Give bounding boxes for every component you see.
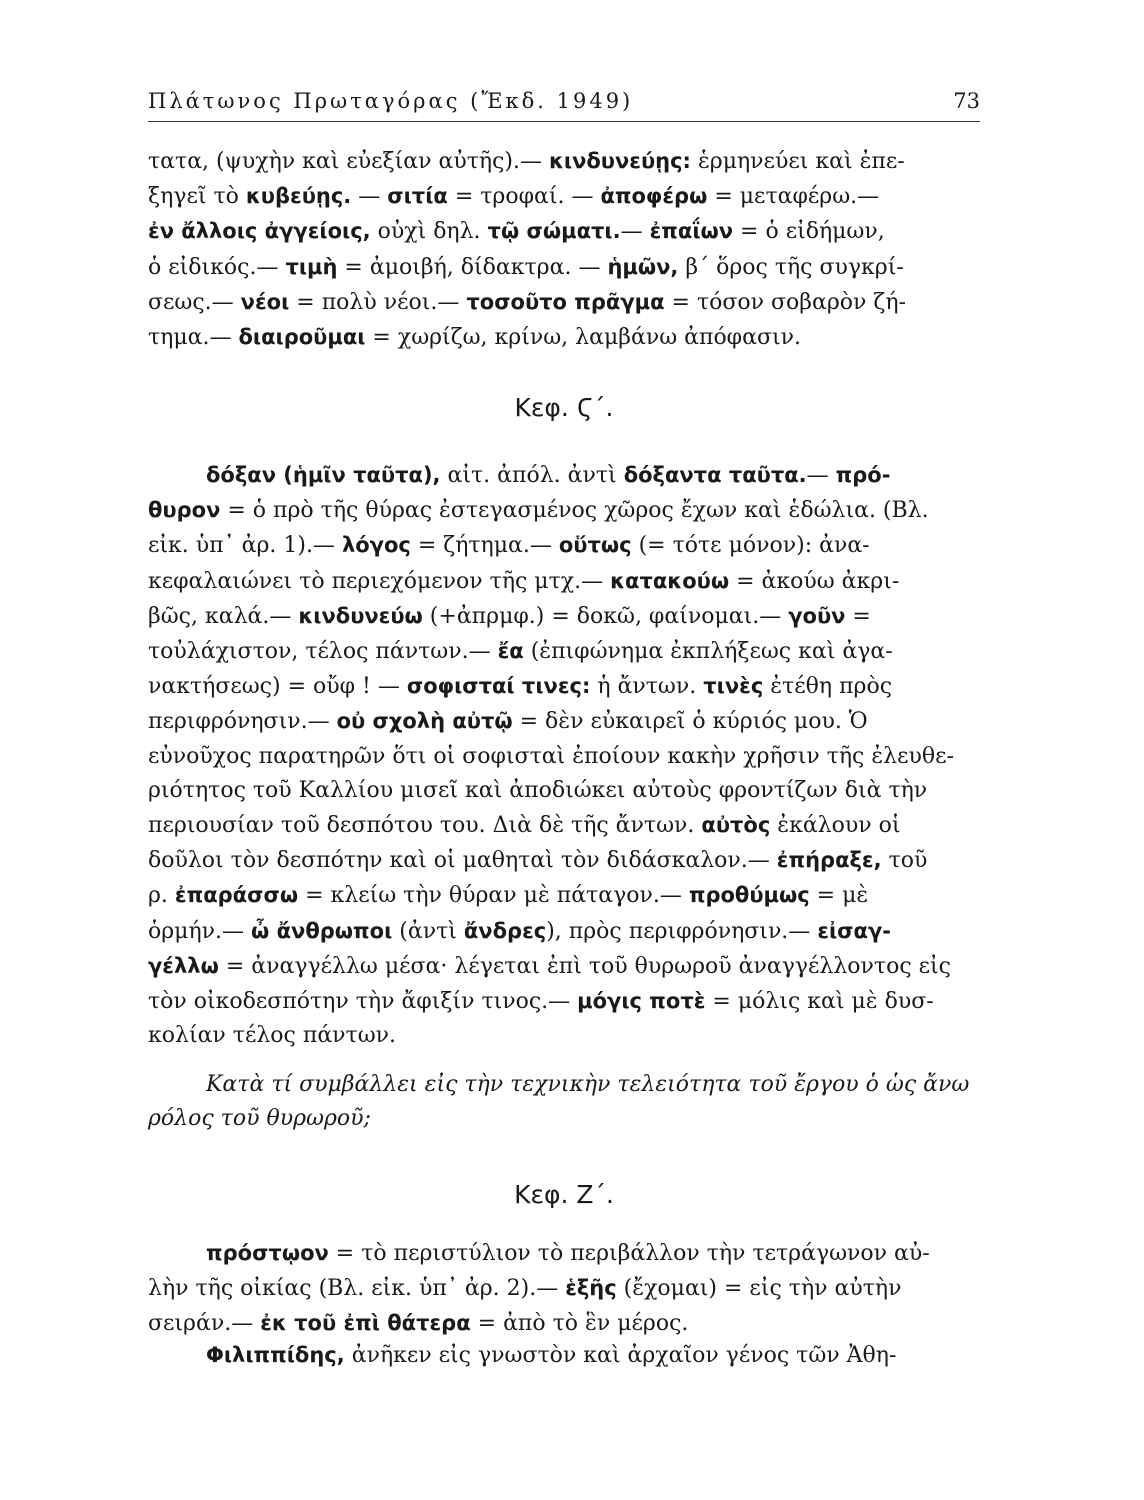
gloss-text: εὐνοῦχος παρατηρῶν ὅτι οἱ σοφισταὶ ἐποίουν κακὴν χρῆσιν τῆς ἐλευθε- — [148, 743, 954, 769]
gloss-text: ἑρμηνεύει καὶ ἐπε- — [690, 149, 905, 174]
gloss-text: = τὸ περιστύλιον τὸ περιβάλλον τὴν τετράγωνον αὐ- — [328, 1241, 930, 1266]
text-line — [148, 1236, 980, 1271]
gloss-text: λὴν τῆς οἰκίας (Βλ. εἰκ. ὑπ᾽ ἀρ. 2).— — [148, 1276, 566, 1302]
gloss-text: = ζήτημα.— — [410, 533, 559, 559]
running-title: Πλάτωνος Πρωταγόρας (Ἔκδ. 1949) — [148, 89, 634, 113]
headword: τιμὴ — [285, 254, 338, 279]
chapter-6-title: Κεφ. Ϛ΄. — [514, 393, 614, 422]
gloss-text: ἐτέθη πρὸς — [763, 674, 893, 700]
headword: κυβεύῃς. — [245, 184, 352, 209]
gloss-text: = ἀκούω ἀκρι- — [729, 568, 900, 594]
text-line — [148, 1019, 980, 1053]
gloss-text: — — [806, 463, 836, 488]
gloss-text: = χωρίζω, κρίνω, λαμβάνω ἀπόφασιν. — [365, 325, 801, 351]
gloss-text: σεως.— — [148, 289, 241, 315]
headword: πρό- — [835, 463, 891, 487]
gloss-text: (= τότε μόνον): ἀνα- — [631, 533, 870, 559]
chapter-6-question — [148, 1068, 980, 1136]
gloss-text: τοῦ — [881, 848, 928, 874]
header-rule — [148, 121, 980, 122]
headword: οὕτως — [558, 533, 632, 558]
headword: ἄνδρες — [463, 918, 547, 943]
gloss-text: αἰτ. ἀπόλ. ἀντὶ — [440, 463, 624, 488]
text-line — [148, 285, 980, 320]
gloss-text: ριότητος τοῦ Καλλίου μισεῖ καὶ ἀποδιώκει αὐτοὺς φροντίζων διὰ τὴν — [148, 777, 928, 803]
headword: εἰσαγ- — [817, 918, 891, 943]
text-line — [148, 458, 980, 493]
text-line — [148, 599, 980, 634]
gloss-text: = δὲν εὐκαιρεῖ ὁ κύριός μου. Ὁ — [512, 709, 868, 735]
headword: ὦ ἄνθρωποι — [251, 918, 393, 943]
headword: δόξαντα ταῦτα. — [623, 463, 807, 487]
chapter-6-commentary — [148, 458, 980, 1053]
gloss-text: (ἀντὶ — [392, 918, 464, 944]
text-line — [148, 669, 980, 704]
headword: κινδυνεύω — [298, 603, 423, 628]
headword: γοῦν — [788, 603, 846, 628]
headword: ἡμῶν, — [607, 254, 679, 279]
gloss-text: σειράν.— — [148, 1311, 261, 1337]
headword: οὐ σχολὴ αὐτῷ — [336, 709, 513, 734]
headword: αὐτὸς — [701, 813, 771, 838]
headword: μόγις ποτὲ — [577, 989, 706, 1014]
gloss-text: ρ. — [148, 883, 175, 909]
intro-commentary — [148, 144, 980, 355]
gloss-text: ), πρὸς περιφρόνησιν.— — [546, 918, 818, 944]
text-line — [148, 214, 980, 249]
headword: νέοι — [240, 289, 290, 314]
headword: ἑξῆς — [565, 1276, 617, 1301]
chapter-7-paragraph-2 — [148, 1338, 980, 1373]
gloss-text: = ἀπὸ τὸ ἓν μέρος. — [470, 1311, 689, 1337]
gloss-text: ξηγεῖ τὸ — [148, 184, 246, 210]
text-line — [148, 740, 980, 774]
headword: ἐκ τοῦ ἐπὶ θάτερα — [260, 1311, 471, 1336]
gloss-text: (+ἀπρμφ.) = δοκῶ, φαίνομαι.— — [422, 603, 789, 629]
gloss-text: δοῦλοι τὸν δεσπότην καὶ οἱ μαθηταὶ τὸν διδάσκαλον.— — [148, 848, 777, 874]
gloss-text: = ἀναγγέλλω μέσα· λέγεται ἐπὶ τοῦ θυρωροῦ ἀναγγέλλοντος εἰς — [218, 953, 952, 979]
gloss-text: τὸν οἰκοδεσπότην τὴν ἄφιξίν τινος.— — [148, 989, 578, 1015]
text-line — [148, 250, 980, 285]
gloss-text: ὁρμήν.— — [148, 918, 252, 944]
chapter-7-paragraph-1 — [148, 1236, 980, 1342]
gloss-text: ἡ ἄντων. — [590, 674, 704, 700]
running-head — [148, 88, 980, 114]
headword: προθύμως — [688, 883, 810, 908]
gloss-text: = — [845, 603, 871, 629]
gloss-text: περιουσίαν τοῦ δεσπότου του. Διὰ δὲ τῆς ἄντων. — [148, 813, 702, 839]
text-line — [148, 528, 980, 563]
gloss-text: = μόλις καὶ μὲ δυσ- — [705, 989, 934, 1015]
gloss-text: = ὁ εἰδήμων, — [733, 219, 885, 245]
gloss-text: ἐκάλουν οἱ — [770, 813, 901, 839]
gloss-text: τοὐλάχιστον, τέλος πάντων.— — [148, 639, 498, 665]
gloss-text: (ἔχομαι) = εἰς τὴν αὐτὴν — [616, 1276, 902, 1302]
headword: τοσοῦτο πρᾶγμα — [466, 289, 665, 314]
headword: γέλλω — [148, 953, 219, 978]
headword: ἐπήραξε, — [776, 848, 882, 873]
text-line — [148, 144, 980, 179]
gloss-text: τατα, (ψυχὴν καὶ εὐεξίαν αὐτῆς).— — [148, 149, 549, 174]
gloss-text: = ἀμοιβή, δίδακτρα. — — [337, 254, 608, 280]
headword: κινδυνεύῃς: — [548, 149, 691, 173]
headword: σιτία — [387, 184, 448, 209]
text-line — [148, 808, 980, 843]
book-page — [148, 0, 980, 1500]
chapter-7-title: Κεφ. Ζ΄. — [514, 1180, 614, 1209]
gloss-text: = τόσον σοβαρὸν ζή- — [664, 289, 906, 315]
gloss-text: = ὁ πρὸ τῆς θύρας ἐστεγασμένος χῶρος ἔχων καὶ ἑδώλια. (Βλ. — [220, 498, 929, 524]
gloss-text: κολίαν τέλος πάντων. — [148, 1023, 397, 1049]
gloss-text: οὐχὶ δηλ. — [370, 219, 488, 245]
text-line — [148, 320, 980, 355]
headword: ἐπαράσσω — [174, 883, 299, 908]
headword: ἀποφέρω — [600, 184, 708, 209]
headword: τινὲς — [703, 674, 764, 699]
text-line — [148, 179, 980, 214]
text-line — [148, 564, 980, 599]
page-number: 73 — [953, 89, 980, 113]
text-line — [148, 1306, 980, 1341]
headword: ἐν ἄλλοις ἀγγείοις, — [148, 219, 371, 244]
gloss-text: εἰκ. ὑπ᾽ ἀρ. 1).— — [148, 533, 342, 559]
gloss-text: — — [351, 184, 388, 210]
text-line — [148, 1338, 980, 1373]
headword: ἔα — [497, 639, 524, 664]
text-line — [148, 634, 980, 669]
text-line — [148, 704, 980, 739]
headword: ἐπαΐων — [649, 219, 734, 244]
gloss-text: περιφρόνησιν.— — [148, 709, 337, 735]
gloss-text: — — [620, 219, 650, 245]
gloss-text: β΄ ὅρος τῆς συγκρί- — [678, 254, 904, 280]
headword: πρόστῳον — [206, 1241, 329, 1265]
gloss-text: τημα.— — [148, 325, 239, 351]
headword: λόγος — [341, 533, 411, 558]
headword: σοφισταί τινες: — [406, 674, 591, 699]
text-line — [148, 949, 980, 984]
text-line — [148, 1271, 980, 1306]
text-line — [148, 774, 980, 808]
text-line — [148, 493, 980, 528]
gloss-text: = μεταφέρω.— — [707, 184, 880, 210]
gloss-text: ἀνῆκεν εἰς γνωστὸν καὶ ἀρχαῖον γένος τῶν Ἀθη- — [344, 1343, 897, 1368]
gloss-text: (ἐπιφώνημα ἐκπλήξεως καὶ ἀγα- — [523, 639, 893, 665]
text-line — [148, 984, 980, 1019]
gloss-text: = κλείω τὴν θύραν μὲ πάταγον.— — [298, 883, 689, 909]
gloss-text: = μὲ — [809, 883, 869, 909]
gloss-text: = πολὺ νέοι.— — [289, 289, 467, 315]
gloss-text: βῶς, καλά.— — [148, 603, 299, 629]
text-line — [148, 843, 980, 878]
headword: θυρον — [148, 498, 221, 523]
question-line: Κατὰ τί συμβάλλει εἰς τὴν τεχνικὴν τελειότητα τοῦ ἔργου ὁ ὡς ἄνω — [206, 1072, 970, 1097]
text-line — [148, 914, 980, 949]
headword: κατακούω — [610, 568, 730, 593]
text-line — [148, 878, 980, 913]
gloss-text: κεφαλαιώνει τὸ περιεχόμενον τῆς μτχ.— — [148, 568, 611, 594]
headword: δόξαν (ἡμῖν ταῦτα), — [206, 463, 441, 487]
gloss-text: νακτήσεως) = οὔφ ! — — [148, 674, 407, 700]
headword: τῷ σώματι. — [487, 219, 621, 244]
gloss-text: ὁ εἰδικός.— — [148, 254, 286, 280]
headword: Φιλιππίδης, — [206, 1343, 345, 1367]
question-line: ρόλος τοῦ θυρωροῦ; — [148, 1106, 371, 1132]
headword: διαιροῦμαι — [238, 325, 366, 350]
gloss-text: = τροφαί. — — [447, 184, 601, 210]
